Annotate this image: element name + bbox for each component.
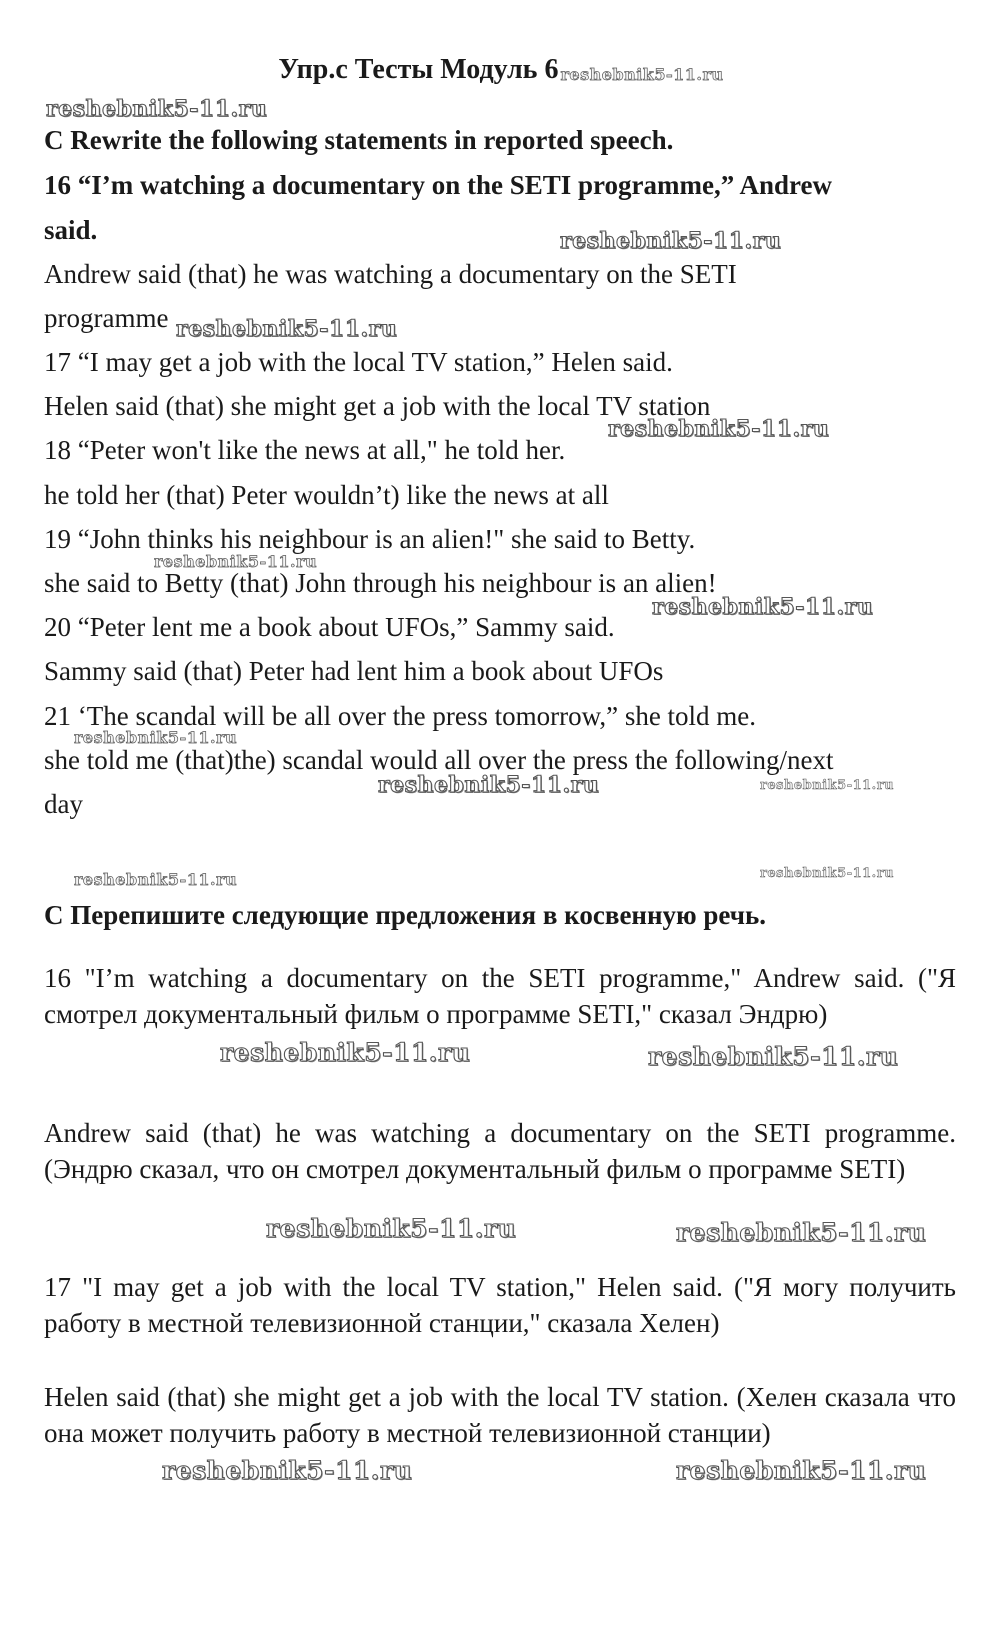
question-20: 20 “Peter lent me a book about UFOs,” Sammy said.	[44, 612, 615, 642]
watermark: reshebnik5-11.ru	[648, 1042, 899, 1071]
watermark: reshebnik5-11.ru	[560, 65, 724, 84]
paragraph-16-answer: Andrew said (that) he was watching a documentary on the SETI programme. (Эндрю сказал, что он смотрел документальный фильм о программе SETI)	[44, 1118, 956, 1184]
page-title	[0, 52, 1000, 91]
section-heading-en: C Rewrite the following statements in reported speech.	[44, 125, 674, 155]
watermark: reshebnik5-11.ru	[154, 552, 318, 571]
question-21: 21 ‘The scandal will be all over the press tomorrow,” she told me.	[44, 701, 757, 731]
watermark: reshebnik5-11.ru	[74, 870, 238, 889]
question-18: 18 “Peter won't like the news at all," he told her.	[44, 435, 566, 465]
question-16-line1: 16 “I’m watching a documentary on the SETI programme,” Andrew	[44, 170, 833, 200]
watermark: reshebnik5-11.ru	[676, 1218, 927, 1247]
watermark: reshebnik5-11.ru	[760, 778, 895, 793]
paragraph-17-question: 17 "I may get a job with the local TV station," Helen said. ("Я могу получить работу в местной телевизионной станции," сказала Хелен)	[44, 1272, 956, 1338]
watermark: reshebnik5-11.ru	[560, 228, 782, 254]
watermark: reshebnik5-11.ru	[220, 1038, 471, 1067]
answer-16-line2: programme	[44, 303, 169, 333]
question-16-line2: said.	[44, 215, 98, 245]
answer-21-line2: day	[44, 789, 83, 819]
watermark: reshebnik5-11.ru	[760, 866, 895, 881]
watermark: reshebnik5-11.ru	[266, 1214, 517, 1243]
watermark: reshebnik5-11.ru	[608, 416, 830, 442]
watermark: reshebnik5-11.ru	[46, 96, 268, 122]
answer-16-line1: Andrew said (that) he was watching a documentary on the SETI	[44, 259, 737, 289]
answer-21-line1: she told me (that)the) scandal would all over the press the following/next	[44, 745, 834, 775]
watermark: reshebnik5-11.ru	[162, 1456, 413, 1485]
watermark: reshebnik5-11.ru	[378, 772, 600, 798]
answer-18: he told her (that) Peter wouldn’t) like the news at all	[44, 480, 609, 510]
section-heading-ru: С Перепишите следующие предложения в косвенную речь.	[44, 900, 766, 930]
watermark: reshebnik5-11.ru	[652, 594, 874, 620]
question-17: 17 “I may get a job with the local TV station,” Helen said.	[44, 347, 673, 377]
answer-19: she said to Betty (that) John through his neighbour is an alien!	[44, 568, 717, 598]
paragraph-17-answer: Helen said (that) she might get a job with the local TV station. (Хелен сказала что она может получить работу в местной телевизионной станции)	[44, 1382, 956, 1448]
title-text: Упр.с Тесты Модуль 6	[278, 54, 559, 85]
watermark: reshebnik5-11.ru	[74, 728, 238, 747]
answer-17: Helen said (that) she might get a job with the local TV station	[44, 391, 711, 421]
question-19: 19 “John thinks his neighbour is an alien!" she said to Betty.	[44, 524, 696, 554]
answer-20: Sammy said (that) Peter had lent him a book about UFOs	[44, 656, 664, 686]
paragraph-16-question: 16 "I’m watching a documentary on the SETI programme," Andrew said. ("Я смотрел документальный фильм о программе SETI," сказал Эндрю)	[44, 963, 956, 1029]
watermark: reshebnik5-11.ru	[176, 316, 398, 342]
watermark: reshebnik5-11.ru	[676, 1456, 927, 1485]
